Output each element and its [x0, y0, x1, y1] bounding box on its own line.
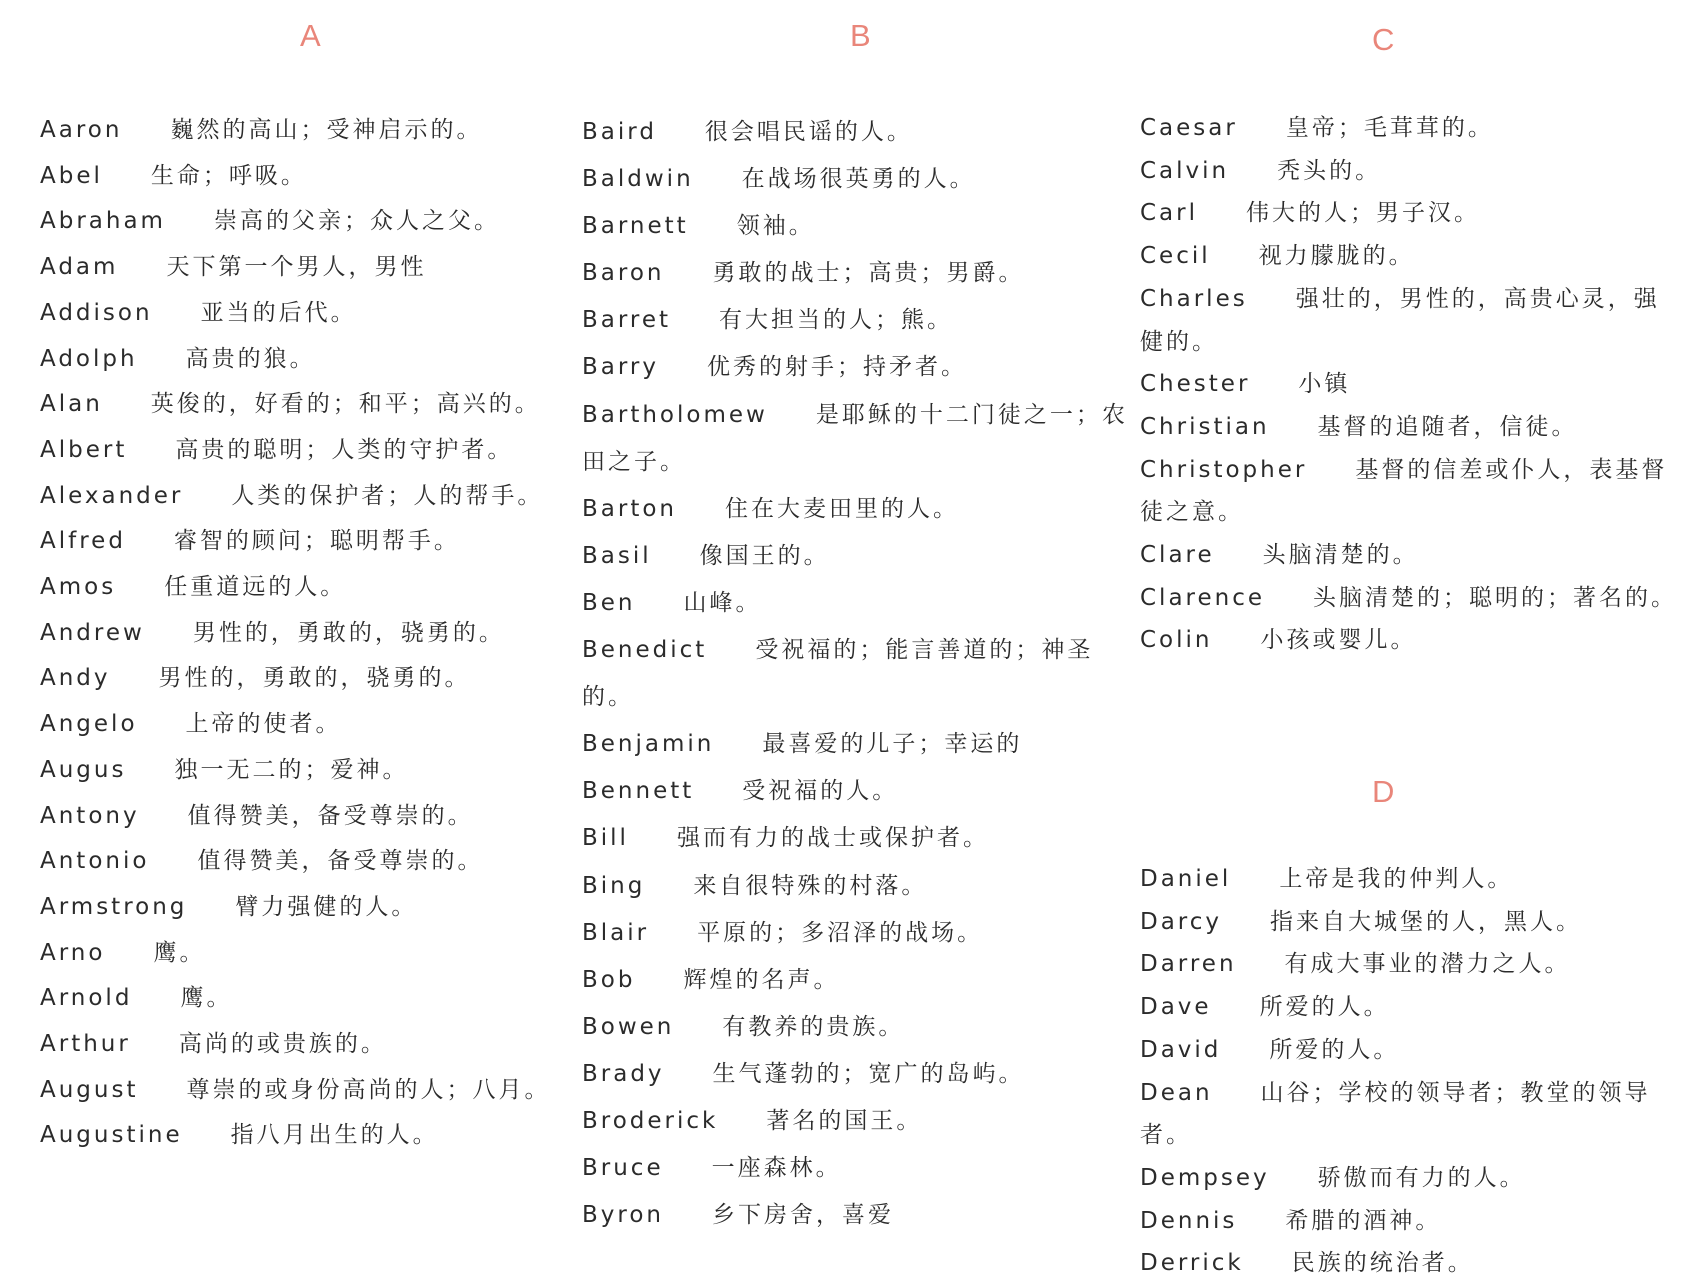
entry-name: Barton	[582, 495, 677, 522]
name-entry	[1140, 943, 1680, 986]
entry-meaning: 是耶稣的十二门徒之一；农田之子。	[582, 401, 1128, 475]
entry-meaning: 伟大的人；男子汉。	[1246, 200, 1480, 227]
name-entry	[582, 156, 1142, 203]
entry-name: Andy	[40, 665, 111, 692]
name-entry	[582, 297, 1142, 344]
name-entry	[1140, 1200, 1680, 1243]
entry-meaning: 山峰。	[683, 589, 762, 616]
entries-c	[1140, 107, 1680, 662]
entry-meaning: 山谷；学校的领导者；教堂的领导者。	[1140, 1079, 1651, 1149]
entry-name: Augus	[40, 756, 127, 783]
entry-meaning: 平原的；多沼泽的战场。	[697, 919, 984, 946]
entry-name: Carl	[1140, 200, 1198, 227]
entry-meaning: 乡下房舍，喜爱	[712, 1202, 894, 1229]
entry-name: Caesar	[1140, 115, 1238, 141]
entry-meaning: 希腊的酒神。	[1285, 1207, 1442, 1234]
entry-meaning: 生命；呼吸。	[150, 162, 307, 189]
entry-meaning: 生气蓬勃的；宽广的岛屿。	[712, 1060, 1025, 1087]
entry-meaning: 睿智的顾问；聪明帮手。	[173, 528, 460, 555]
entry-name: Alfred	[40, 528, 126, 555]
entry-name: Benedict	[582, 637, 708, 664]
name-entry	[582, 203, 1142, 250]
entry-name: Bob	[582, 966, 636, 993]
name-entry	[40, 474, 560, 520]
entries-b	[582, 109, 1142, 1239]
entry-meaning: 巍然的高山；受神启示的。	[170, 117, 483, 143]
entry-meaning: 头脑清楚的；聪明的；著名的。	[1313, 584, 1678, 611]
entry-meaning: 秃头的。	[1277, 157, 1382, 184]
entry-meaning: 高贵的聪明；人类的守护者。	[175, 436, 514, 463]
name-entry	[1140, 1029, 1680, 1072]
entry-meaning: 崇高的父亲；众人之父。	[213, 208, 500, 235]
entry-name: Barret	[582, 307, 672, 334]
entry-name: David	[1140, 1036, 1222, 1063]
name-entry	[1140, 235, 1680, 278]
entry-meaning: 鹰。	[153, 939, 206, 966]
entry-name: Alexander	[40, 482, 184, 509]
name-entry	[40, 976, 560, 1022]
entry-name: Brady	[582, 1060, 665, 1087]
entry-meaning: 视力朦胧的。	[1258, 243, 1415, 270]
entry-name: August	[40, 1076, 139, 1103]
name-entry	[40, 839, 560, 885]
entry-meaning: 来自很特殊的村落。	[693, 872, 928, 899]
name-entry	[582, 580, 1142, 627]
entry-name: Augustine	[40, 1122, 183, 1149]
entry-name: Bill	[582, 825, 629, 852]
entry-name: Basil	[582, 542, 652, 569]
name-entry	[582, 486, 1142, 533]
entry-name: Arno	[40, 939, 106, 966]
entry-name: Bruce	[582, 1155, 664, 1182]
entry-name: Abel	[40, 162, 103, 189]
entry-name: Baldwin	[582, 166, 694, 193]
entry-meaning: 值得赞美，备受尊崇的。	[197, 848, 484, 875]
entry-name: Dennis	[1140, 1207, 1238, 1234]
entry-name: Alan	[40, 391, 103, 418]
entry-name: Barry	[582, 354, 659, 381]
entry-name: Bing	[582, 872, 646, 899]
name-entry	[1140, 192, 1680, 235]
entry-meaning: 骄傲而有力的人。	[1317, 1164, 1526, 1191]
entry-meaning: 皇帝；毛茸茸的。	[1285, 115, 1494, 141]
entry-meaning: 有成大事业的潜力之人。	[1284, 951, 1571, 978]
name-entry	[40, 931, 560, 977]
entry-name: Dempsey	[1140, 1164, 1270, 1191]
entry-meaning: 基督的追随者，信徒。	[1317, 413, 1578, 440]
entry-meaning: 臂力强健的人。	[235, 893, 418, 920]
entries-a	[40, 108, 560, 1159]
name-entry	[582, 1145, 1142, 1192]
entry-meaning: 住在大麦田里的人。	[725, 495, 959, 522]
entry-meaning: 亚当的后代。	[200, 299, 357, 326]
entry-meaning: 上帝的使者。	[185, 711, 342, 738]
entry-meaning: 民族的统治者。	[1291, 1250, 1474, 1277]
entry-name: Ben	[582, 589, 636, 616]
name-entry	[1140, 1072, 1680, 1157]
name-entry	[1140, 901, 1680, 944]
section-letter-b: B	[850, 18, 871, 53]
entry-meaning: 头脑清楚的。	[1262, 542, 1419, 569]
entry-name: Amos	[40, 574, 117, 601]
name-entry	[1140, 1242, 1680, 1285]
name-entry	[40, 794, 560, 840]
entry-name: Derrick	[1140, 1250, 1244, 1277]
entry-meaning: 优秀的射手；持矛者。	[707, 354, 967, 381]
name-entry	[1140, 1157, 1680, 1200]
name-entry	[1140, 107, 1680, 150]
name-entry	[40, 885, 560, 931]
name-entry	[582, 109, 1142, 156]
entry-meaning: 所爱的人。	[1259, 994, 1390, 1021]
entry-name: Charles	[1140, 285, 1248, 312]
name-entry	[40, 748, 560, 794]
entry-name: Dave	[1140, 994, 1212, 1021]
name-entry	[40, 565, 560, 611]
entry-meaning: 领袖。	[736, 213, 815, 240]
name-entry	[40, 611, 560, 657]
entry-name: Abraham	[40, 208, 166, 235]
name-entry	[40, 199, 560, 245]
name-entry	[582, 1192, 1142, 1239]
name-entry	[1140, 406, 1680, 449]
entry-meaning: 上帝是我的仲判人。	[1279, 866, 1514, 892]
entry-name: Armstrong	[40, 893, 188, 920]
name-entry	[40, 519, 560, 565]
entry-meaning: 受祝福的；能言善道的；神圣的。	[582, 637, 1094, 711]
name-entry	[582, 1004, 1142, 1051]
name-entry	[40, 108, 560, 154]
entry-name: Addison	[40, 299, 153, 326]
name-entry	[40, 656, 560, 702]
entry-name: Bowen	[582, 1013, 675, 1040]
entry-name: Colin	[1140, 627, 1213, 654]
entry-meaning: 在战场很英勇的人。	[741, 166, 976, 193]
entry-meaning: 著名的国王。	[766, 1107, 923, 1134]
name-entry	[582, 910, 1142, 957]
entry-name: Antony	[40, 802, 140, 829]
entry-name: Byron	[582, 1202, 664, 1229]
name-entry	[40, 428, 560, 474]
entry-meaning: 像国王的。	[699, 542, 830, 569]
entry-name: Arnold	[40, 985, 133, 1012]
entry-name: Christopher	[1140, 456, 1308, 483]
entry-meaning: 天下第一个男人，男性	[166, 254, 427, 281]
name-entry	[40, 1022, 560, 1068]
entry-meaning: 受祝福的人。	[742, 778, 899, 805]
entry-name: Baird	[582, 119, 657, 145]
name-entry	[582, 721, 1142, 768]
name-entry	[582, 250, 1142, 297]
name-entry	[582, 768, 1142, 815]
name-entry	[582, 863, 1142, 910]
name-entry	[1140, 150, 1680, 193]
name-entry	[1140, 363, 1680, 406]
entry-name: Barnett	[582, 213, 689, 240]
entry-meaning: 任重道远的人。	[164, 574, 347, 601]
name-entry	[582, 815, 1142, 862]
entry-meaning: 有教养的贵族。	[722, 1013, 905, 1040]
entry-name: Adolph	[40, 345, 138, 372]
name-entry	[582, 957, 1142, 1004]
entry-meaning: 一座森林。	[711, 1155, 842, 1182]
entry-meaning: 值得赞美，备受尊崇的。	[187, 802, 474, 829]
entry-name: Clare	[1140, 542, 1215, 569]
entry-meaning: 人类的保护者；人的帮手。	[231, 482, 544, 509]
entry-name: Calvin	[1140, 157, 1230, 184]
entry-name: Daniel	[1140, 866, 1232, 892]
name-entry	[582, 533, 1142, 580]
entry-meaning: 基督的信差或仆人，表基督徒之意。	[1140, 456, 1668, 526]
entry-meaning: 强而有力的战士或保护者。	[676, 825, 989, 852]
name-entry	[1140, 449, 1680, 534]
entries-d	[1140, 858, 1680, 1285]
entry-name: Dean	[1140, 1079, 1213, 1106]
name-entry	[40, 245, 560, 291]
entry-meaning: 强壮的，男性的，高贵心灵，强健的。	[1140, 285, 1660, 355]
entry-name: Chester	[1140, 371, 1251, 398]
entry-meaning: 指来自大城堡的人，黑人。	[1270, 908, 1583, 935]
entry-meaning: 男性的，勇敢的，骁勇的。	[192, 619, 505, 646]
name-entry	[582, 1098, 1142, 1145]
section-letter-d: D	[1372, 774, 1395, 809]
entry-meaning: 所爱的人。	[1269, 1036, 1400, 1063]
entry-meaning: 高尚的或贵族的。	[178, 1031, 387, 1058]
entry-meaning: 很会唱民谣的人。	[704, 119, 913, 145]
name-entry	[40, 154, 560, 200]
name-entry	[1140, 278, 1680, 363]
name-entry	[582, 627, 1142, 721]
name-entry	[1140, 577, 1680, 620]
entry-name: Broderick	[582, 1107, 719, 1134]
name-entry	[1140, 986, 1680, 1029]
entry-name: Adam	[40, 254, 119, 281]
entry-meaning: 小镇	[1298, 371, 1351, 398]
entry-meaning: 男性的，勇敢的，骁勇的。	[158, 665, 471, 692]
entry-meaning: 高贵的狼。	[185, 345, 316, 372]
name-entry	[40, 337, 560, 383]
name-entry	[40, 382, 560, 428]
entry-meaning: 有大担当的人；熊。	[719, 307, 954, 334]
entry-name: Albert	[40, 436, 128, 463]
section-letter-c: C	[1372, 22, 1395, 57]
name-entry	[1140, 534, 1680, 577]
entry-name: Cecil	[1140, 243, 1211, 270]
entry-name: Clarence	[1140, 584, 1266, 611]
name-entry	[40, 702, 560, 748]
entry-name: Blair	[582, 919, 650, 946]
name-entry	[40, 1068, 560, 1114]
entry-meaning: 鹰。	[180, 985, 233, 1012]
entry-name: Christian	[1140, 413, 1270, 440]
name-entry	[1140, 858, 1680, 901]
entry-name: Bennett	[582, 778, 695, 805]
name-entry	[40, 1113, 560, 1159]
entry-name: Darcy	[1140, 908, 1223, 935]
entry-name: Angelo	[40, 711, 138, 738]
entry-meaning: 小孩或婴儿。	[1260, 627, 1417, 654]
name-entry	[582, 1051, 1142, 1098]
entry-name: Antonio	[40, 848, 150, 875]
name-entry	[582, 392, 1142, 486]
entry-name: Aaron	[40, 117, 123, 143]
entry-meaning: 尊崇的或身份高尚的人；八月。	[186, 1076, 551, 1103]
entry-meaning: 指八月出生的人。	[230, 1122, 439, 1149]
entry-name: Benjamin	[582, 731, 715, 758]
name-entry	[1140, 619, 1680, 662]
entry-meaning: 英俊的，好看的；和平；高兴的。	[150, 391, 541, 418]
entry-name: Darren	[1140, 951, 1237, 978]
entry-name: Baron	[582, 260, 665, 287]
entry-name: Arthur	[40, 1031, 131, 1058]
entry-meaning: 独一无二的；爱神。	[174, 756, 409, 783]
entry-name: Bartholomew	[582, 401, 768, 428]
entry-name: Andrew	[40, 619, 145, 646]
entry-meaning: 勇敢的战士；高贵；男爵。	[712, 260, 1025, 287]
entry-meaning: 最喜爱的儿子；幸运的	[762, 731, 1023, 758]
entry-meaning: 辉煌的名声。	[683, 966, 840, 993]
name-entry	[40, 291, 560, 337]
section-letter-a: A	[300, 18, 321, 53]
name-entry	[582, 344, 1142, 391]
